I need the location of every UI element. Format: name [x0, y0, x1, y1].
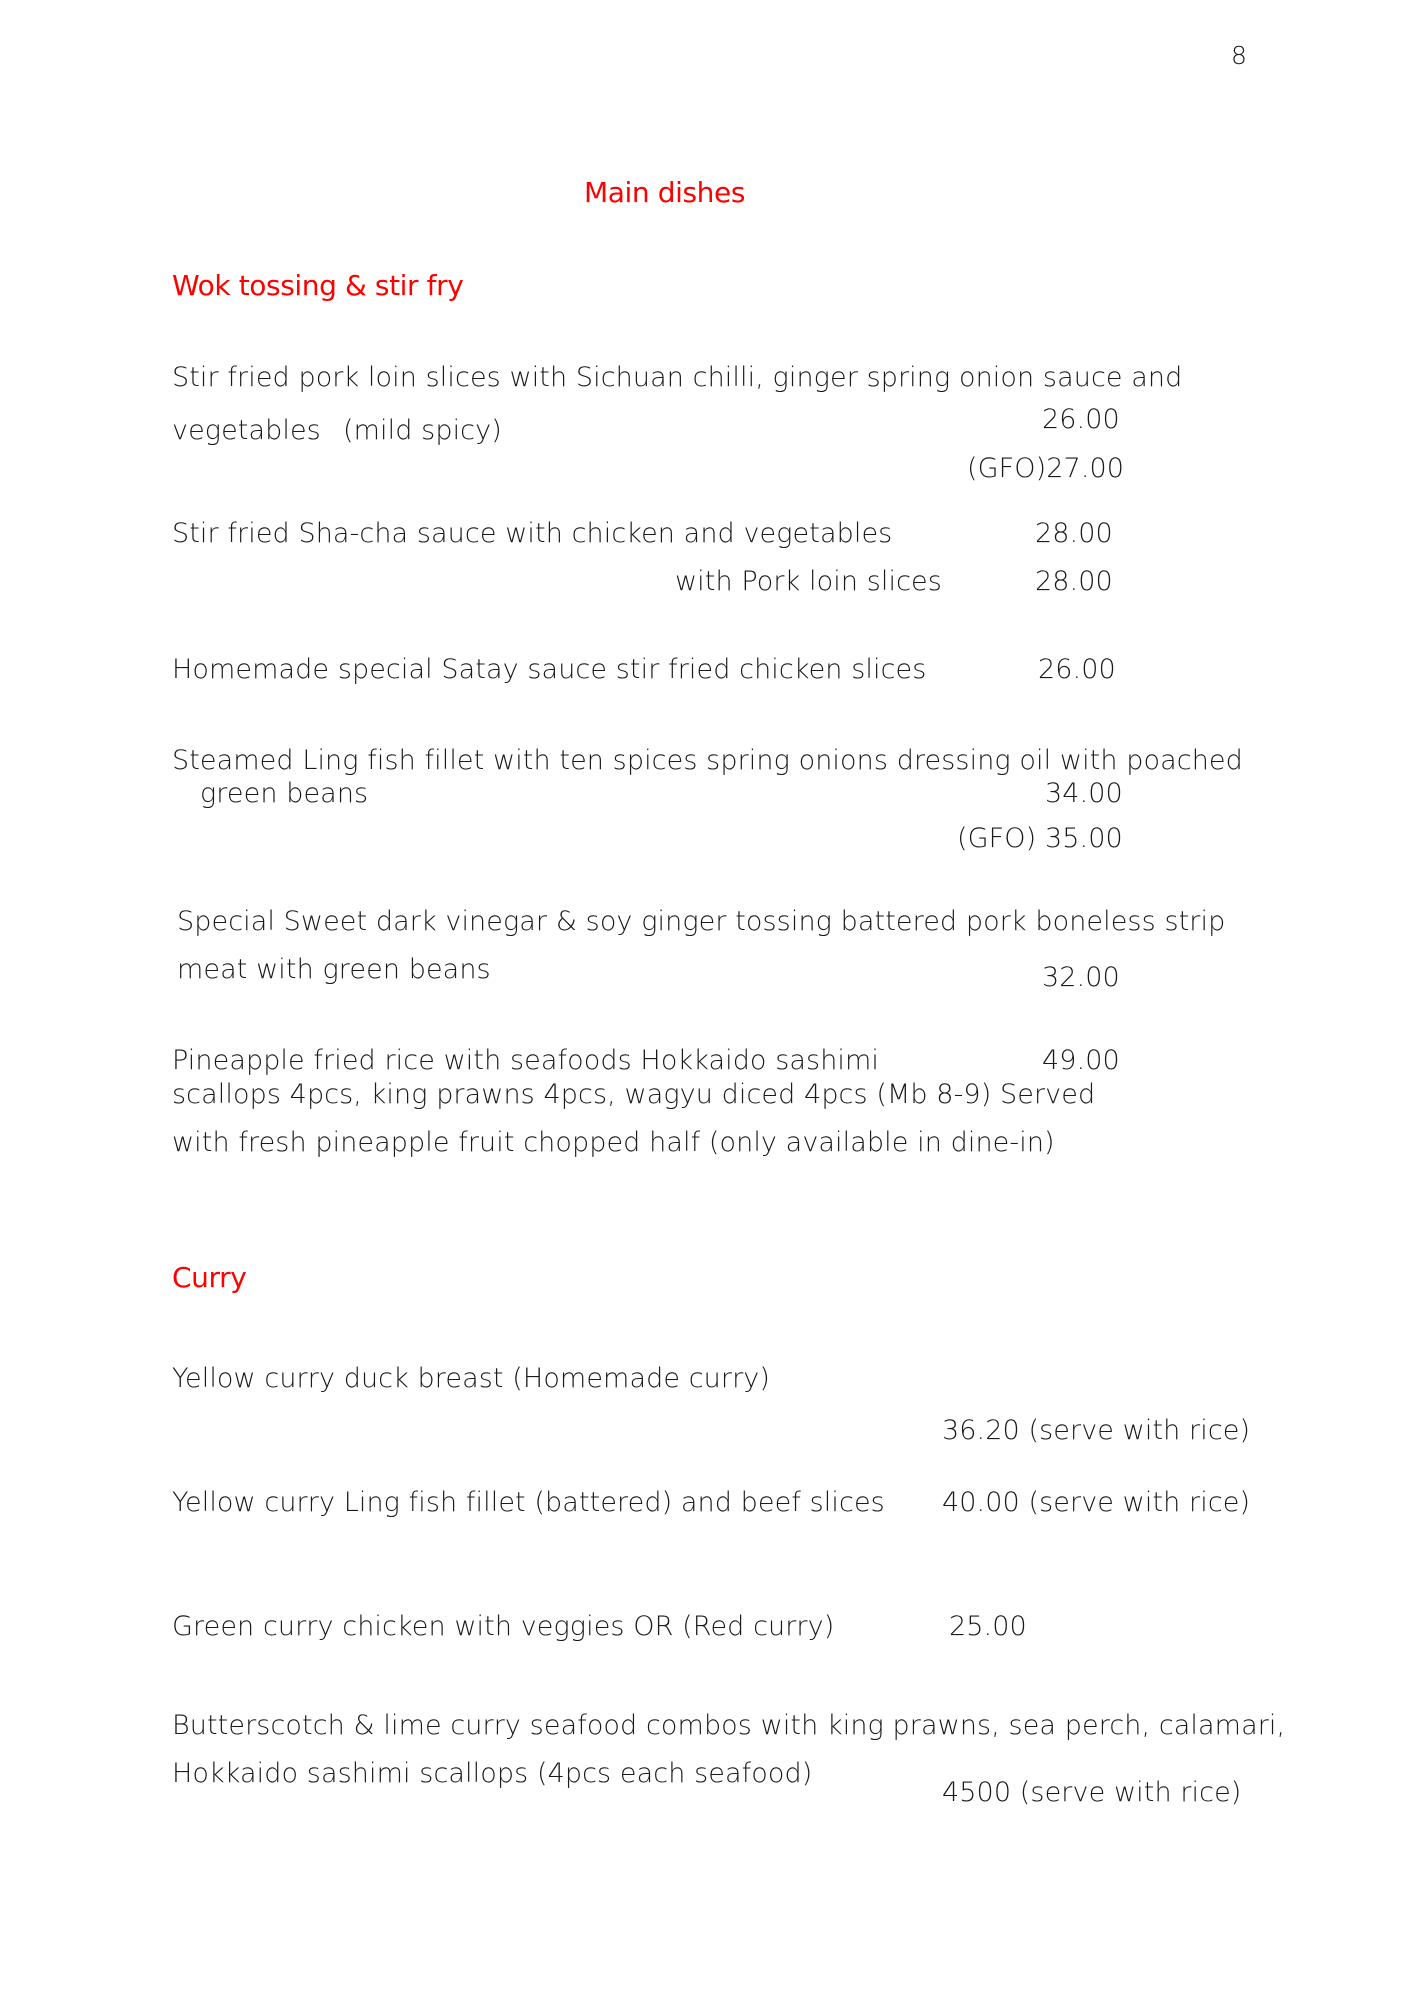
item-description: Homemade special Satay sauce stir fried chicken slices	[172, 654, 927, 685]
item-description: meat with green beans	[177, 954, 491, 985]
item-price: 26.00	[1038, 654, 1116, 685]
item-price: 40.00 (serve with rice)	[942, 1487, 1251, 1518]
page-number: 8	[1231, 41, 1248, 70]
item-variant-price: 28.00	[1035, 566, 1113, 597]
item-description: Butterscotch & lime curry seafood combos with king prawns, sea perch, calamari,	[172, 1710, 1286, 1741]
item-description: vegetables	[172, 415, 321, 446]
item-description: Hokkaido sashimi scallops (4pcs each seafood)	[172, 1758, 813, 1789]
item-gfo-price: (GFO) 35.00	[957, 823, 1123, 854]
item-description: green beans	[200, 778, 369, 809]
item-description: Yellow curry Ling fish fillet (battered) and beef slices	[172, 1487, 885, 1518]
item-description: Special Sweet dark vinegar & soy ginger tossing battered pork boneless strip	[177, 906, 1226, 937]
section-heading-wok: Wok tossing & stir fry	[172, 269, 464, 302]
item-note: (mild spicy)	[343, 415, 502, 446]
item-price: 34.00	[1045, 778, 1123, 809]
item-price: 25.00	[949, 1611, 1027, 1642]
item-description: Stir fried Sha-cha sauce with chicken and vegetables	[172, 518, 893, 549]
item-price: 32.00	[1042, 962, 1120, 993]
item-description: scallops 4pcs, king prawns 4pcs, wagyu diced 4pcs (Mb 8-9) Served	[172, 1079, 1096, 1110]
item-price: 26.00	[1042, 404, 1120, 435]
item-description: with fresh pineapple fruit chopped half (only available in dine-in)	[172, 1127, 1055, 1158]
item-description: Yellow curry duck breast (Homemade curry)	[172, 1363, 770, 1394]
item-description: Stir fried pork loin slices with Sichuan chilli, ginger spring onion sauce and	[172, 362, 1183, 393]
item-price: 28.00	[1035, 518, 1113, 549]
item-gfo-price: (GFO)27.00	[967, 453, 1125, 484]
item-variant: with Pork loin slices	[675, 566, 942, 597]
item-price: 4500 (serve with rice)	[942, 1777, 1242, 1808]
item-description: Pineapple fried rice with seafoods Hokkaido sashimi	[172, 1045, 880, 1076]
item-description: Green curry chicken with veggies OR (Red curry)	[172, 1611, 835, 1642]
item-price: 49.00	[1042, 1045, 1120, 1076]
section-heading-curry: Curry	[172, 1261, 247, 1294]
page-title: Main dishes	[584, 176, 746, 209]
item-price: 36.20 (serve with rice)	[942, 1415, 1251, 1446]
item-description: Steamed Ling fish fillet with ten spices spring onions dressing oil with poached	[172, 745, 1243, 776]
